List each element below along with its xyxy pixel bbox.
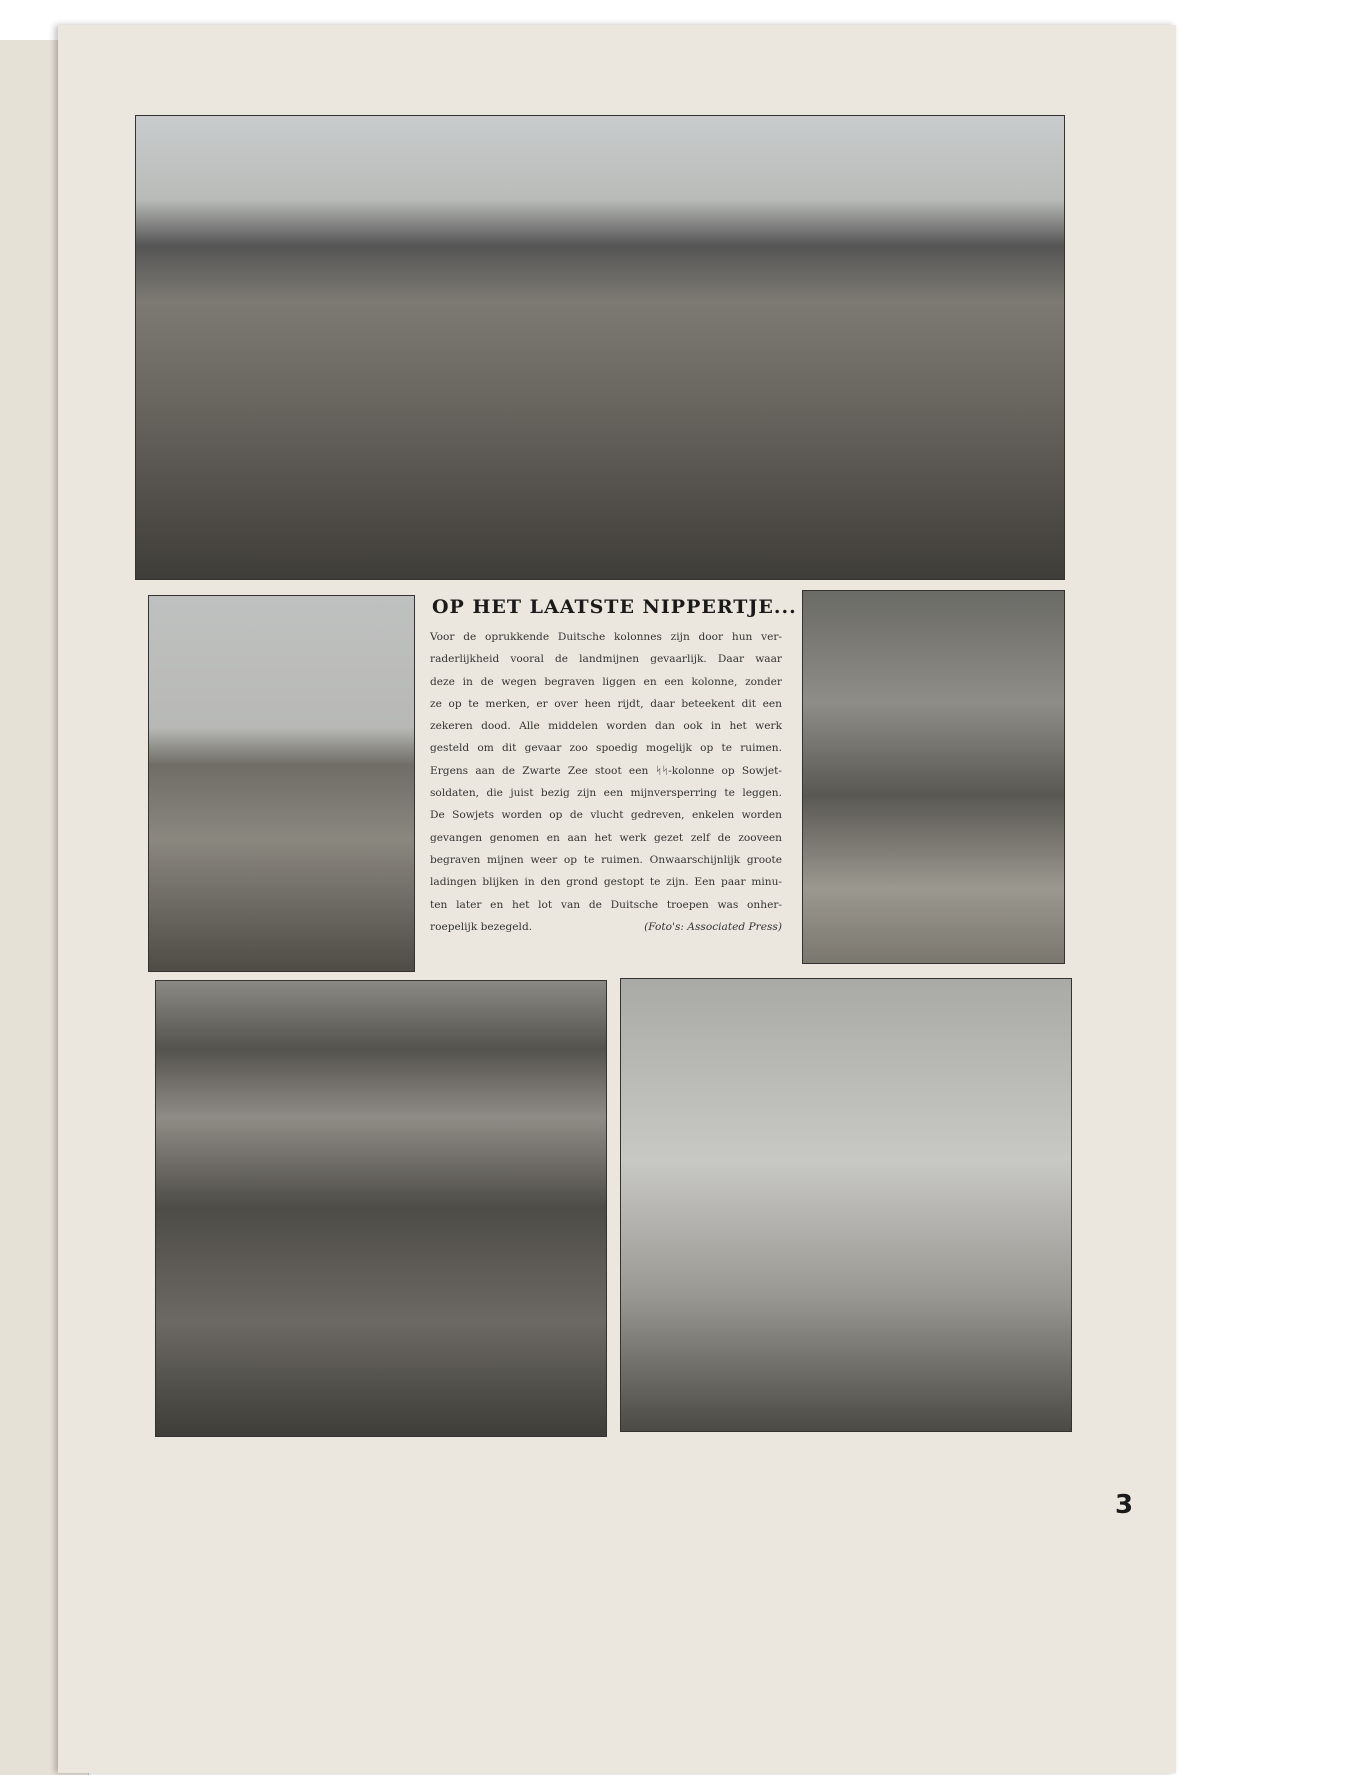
article-line: gevangen genomen en aan het werk gezet zelf de zooveen bbox=[430, 831, 782, 844]
article-line: deze in de wegen begraven liggen en een kolonne, zonder bbox=[430, 675, 782, 688]
photo-soldiers-with-mines bbox=[802, 590, 1065, 964]
photo-man-laying-mines-in-field bbox=[155, 980, 607, 1437]
article-line: ten later en het lot van de Duitsche troepen was onher- bbox=[430, 898, 782, 911]
article-closing-text: roepelijk bezegeld. bbox=[430, 920, 533, 933]
photo-soldier-lifting-mine bbox=[620, 978, 1072, 1432]
article-line: ladingen blijken in den grond gestopt te zijn. Een paar minu- bbox=[430, 876, 782, 889]
article-line: raderlijkheid vooral de landmijnen gevaarlijk. Daar waar bbox=[430, 653, 782, 666]
article-line: De Sowjets worden op de vlucht gedreven, enkelen worden bbox=[430, 809, 782, 822]
article-line: soldaten, die juist bezig zijn een mijnversperring te leggen. bbox=[430, 787, 782, 800]
photo-burning-vehicle-and-soldier bbox=[148, 595, 415, 972]
page-number: 3 bbox=[1115, 1490, 1134, 1520]
article bbox=[430, 596, 797, 938]
article-line: begraven mijnen weer op te ruimen. Onwaarschijnlijk groote bbox=[430, 853, 782, 866]
photo-credit: (Foto's: Associated Press) bbox=[644, 920, 782, 933]
photo-officers-and-prisoner-digging bbox=[135, 115, 1065, 580]
article-last-line bbox=[430, 916, 782, 938]
article-headline: OP HET LAATSTE NIPPERTJE... bbox=[432, 596, 797, 618]
article-line: zekeren dood. Alle middelen worden dan ook in het werk bbox=[430, 720, 782, 733]
article-line: Voor de oprukkende Duitsche kolonnes zijn door hun ver- bbox=[430, 631, 782, 643]
article-line: ze op te merken, er over heen rijdt, daar beteekent dit een bbox=[430, 697, 782, 710]
article-line: gesteld om dit gevaar zoo spoedig mogelijk op te ruimen. bbox=[430, 742, 782, 755]
article-body bbox=[430, 626, 782, 916]
article-line: Ergens aan de Zwarte Zee stoot een ᛋᛋ-kolonne op Sowjet- bbox=[430, 764, 782, 777]
